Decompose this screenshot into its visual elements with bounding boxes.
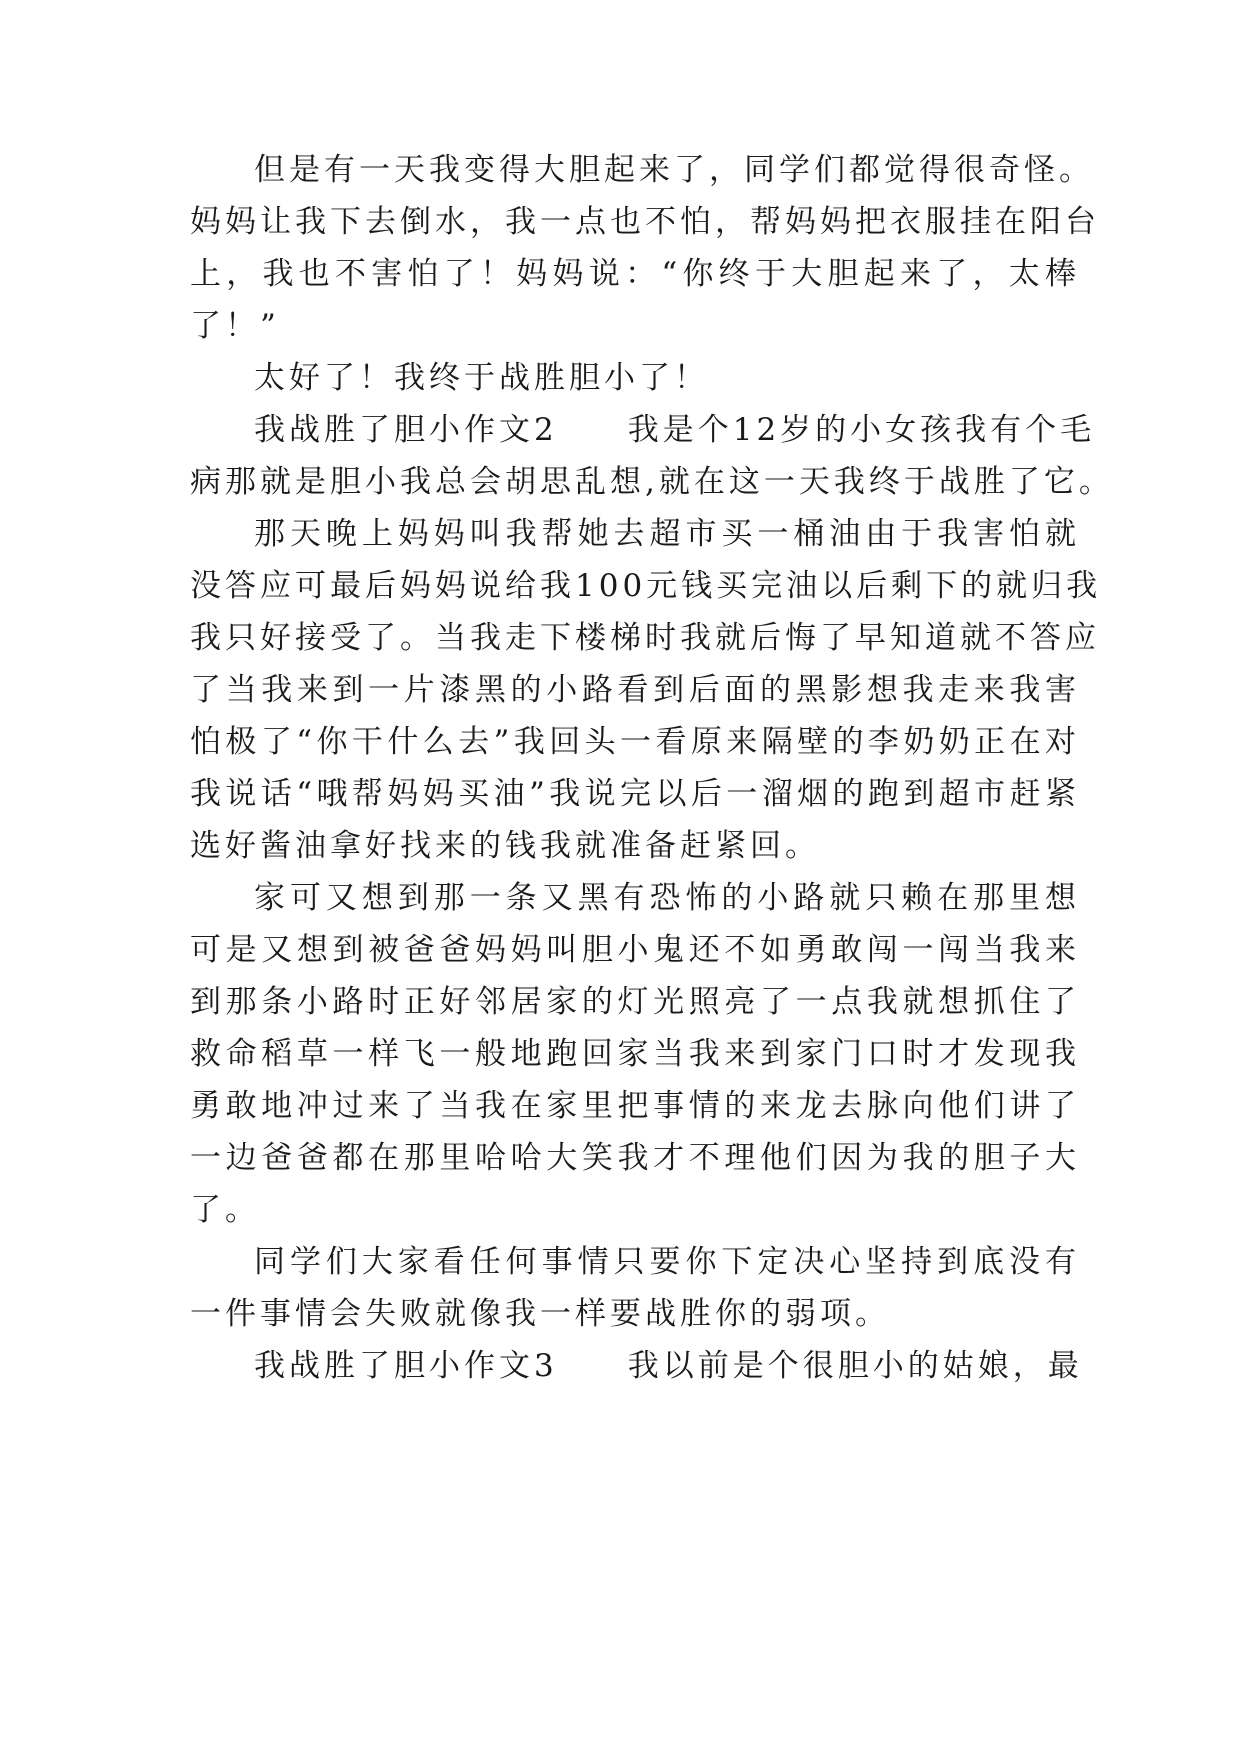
text-line: 家可又想到那一条又黑有恐怖的小路就只赖在那里想 [254,880,1080,916]
text-line: 我只好接受了。当我走下楼梯时我就后悔了早知道就不答应 [190,620,1100,656]
text-line: 同学们大家看任何事情只要你下定决心坚持到底没有 [254,1244,1080,1280]
text-line: 一边爸爸都在那里哈哈大笑我才不理他们因为我的胆子大 [190,1140,1080,1176]
text-line: 我说话“哦帮妈妈买油”我说完以后一溜烟的跑到超市赶紧 [190,776,1080,812]
text-line: 但是有一天我变得大胆起来了，同学们都觉得很奇怪。 [254,152,1094,188]
text-line: 勇敢地冲过来了当我在家里把事情的来龙去脉向他们讲了 [190,1088,1080,1124]
text-line: 怕极了“你干什么去”我回头一看原来隔壁的李奶奶正在对 [190,724,1080,760]
text-line: 病那就是胆小我总会胡思乱想,就在这一天我终于战胜了它。 [190,464,1114,500]
text-line: 了！” [190,308,280,344]
text-line: 没答应可最后妈妈说给我100元钱买完油以后剩下的就归我 [190,568,1102,604]
text-line: 一件事情会失败就像我一样要战胜你的弱项。 [190,1296,890,1332]
text-line: 选好酱油拿好找来的钱我就准备赶紧回。 [190,828,820,864]
text-line: 救命稻草一样飞一般地跑回家当我来到家门口时才发现我 [190,1036,1080,1072]
text-line: 妈妈让我下去倒水，我一点也不怕，帮妈妈把衣服挂在阳台 [190,204,1100,240]
section-heading-line: 我战胜了胆小作文3 我以前是个很胆小的姑娘，最 [254,1348,1083,1384]
text-line: 那天晚上妈妈叫我帮她去超市买一桶油由于我害怕就 [254,516,1080,552]
text-line: 了当我来到一片漆黑的小路看到后面的黑影想我走来我害 [190,672,1080,708]
text-line: 可是又想到被爸爸妈妈叫胆小鬼还不如勇敢闯一闯当我来 [190,932,1080,968]
text-line: 到那条小路时正好邻居家的灯光照亮了一点我就想抓住了 [190,984,1080,1020]
text-line: 了。 [190,1192,260,1228]
section-heading-line: 我战胜了胆小作文2 我是个12岁的小女孩我有个毛 [254,412,1096,448]
text-line: 上，我也不害怕了！妈妈说：“你终于大胆起来了，太棒 [190,256,1080,292]
text-line: 太好了！我终于战胜胆小了！ [254,360,709,396]
